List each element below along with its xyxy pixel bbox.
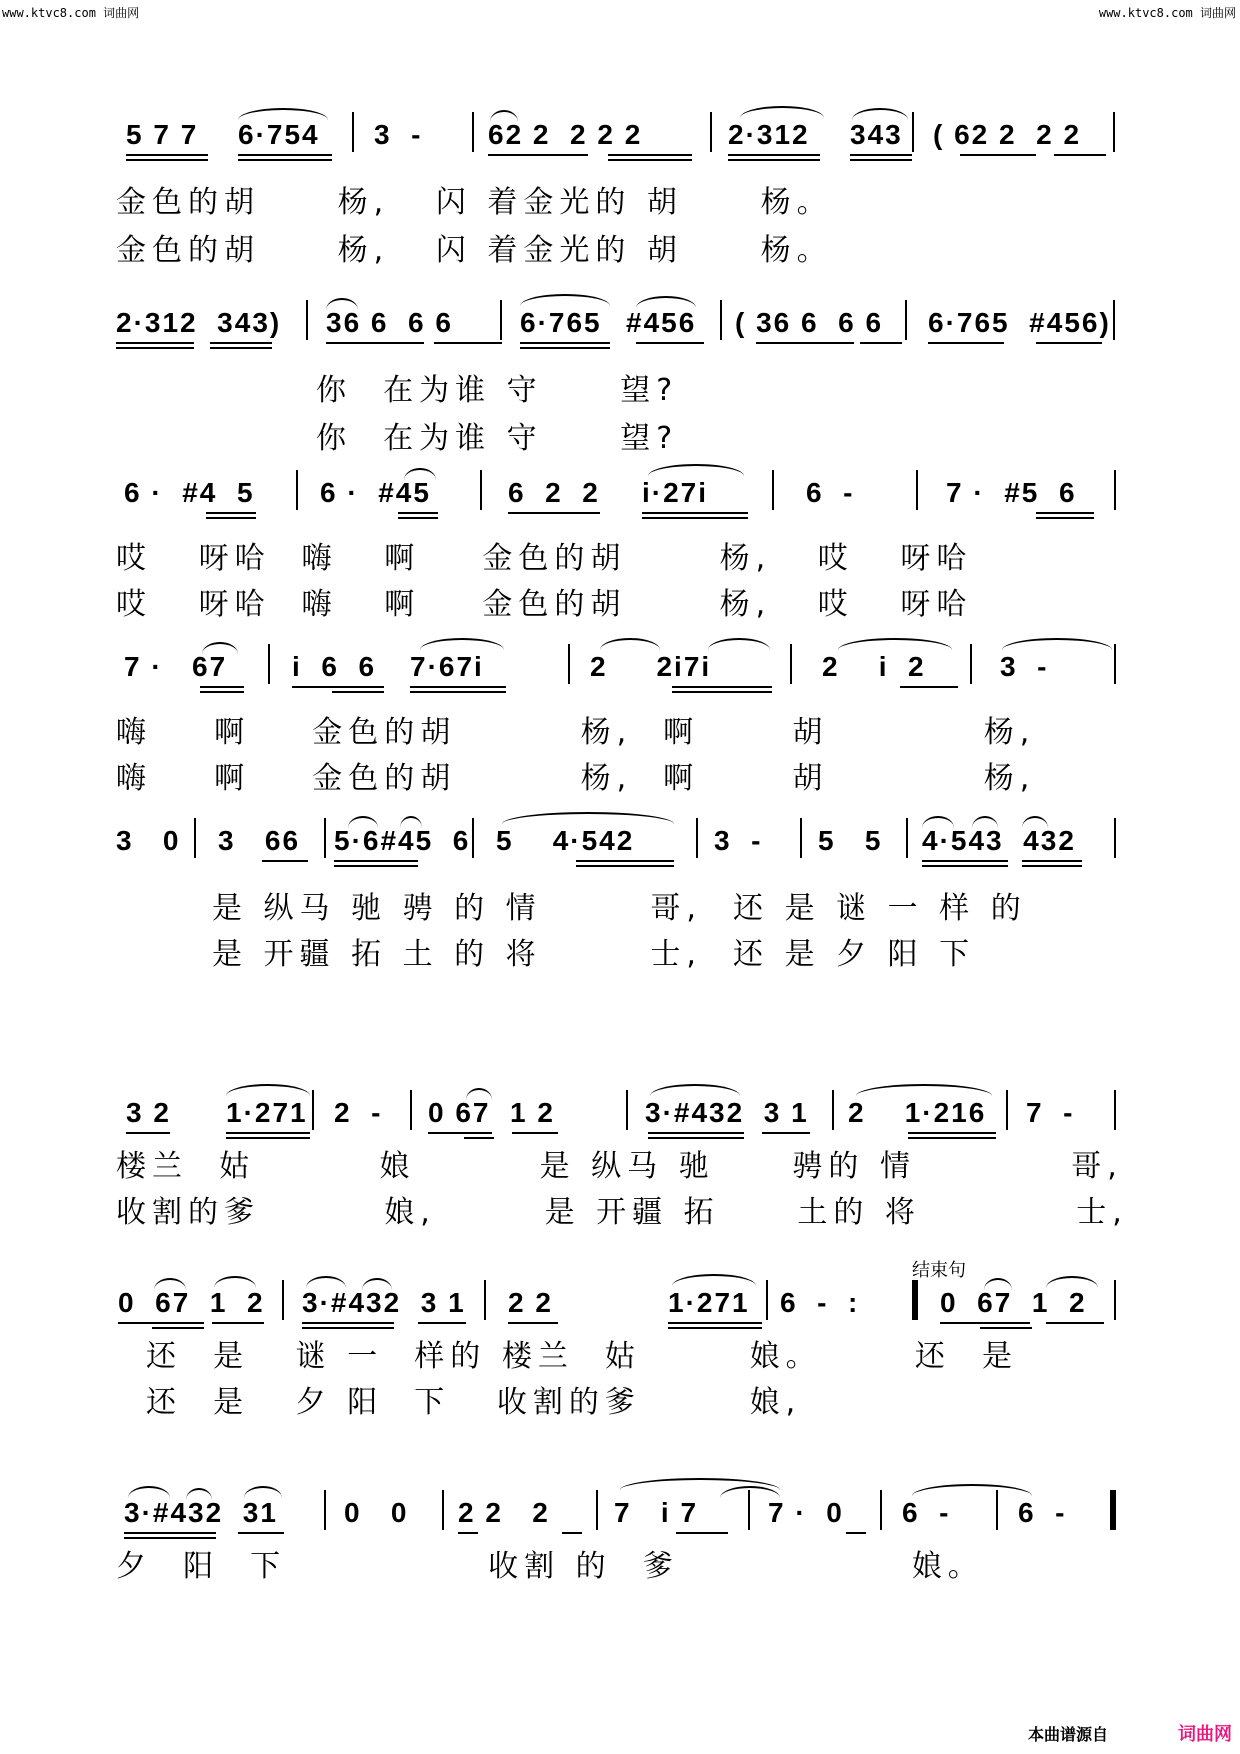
note-group: 6·765	[520, 307, 602, 338]
slur-arc	[490, 110, 518, 122]
barline	[472, 112, 474, 152]
slur-arc	[650, 1084, 740, 1096]
note-group: 0 0	[344, 1497, 409, 1528]
duration-underline	[608, 154, 692, 156]
note-group: 3 0	[116, 825, 181, 856]
duration-underline	[398, 517, 438, 519]
note-group: 6 -	[806, 477, 855, 508]
notes-line	[0, 642, 1240, 692]
duration-underline	[508, 1322, 558, 1324]
duration-underline	[1036, 512, 1094, 514]
note-group: 3 -	[1000, 651, 1049, 682]
duration-underline	[226, 1137, 310, 1139]
duration-underline	[124, 1537, 216, 1539]
lyrics-line: 收割的爹 娘, 是 开疆 拓 土的 将 士,	[116, 1195, 1128, 1230]
barline	[880, 1490, 882, 1530]
slur-arc	[972, 816, 998, 828]
duration-underline	[210, 342, 272, 344]
duration-underline	[1022, 865, 1082, 867]
note-group: 2 i 2	[822, 651, 926, 682]
duration-underline	[434, 342, 502, 344]
lyrics-line: 是 开疆 拓 土 的 将 士, 还 是 夕 阳 下	[212, 937, 976, 972]
duration-underline	[762, 1132, 810, 1134]
barline	[352, 112, 354, 152]
duration-underline	[334, 865, 418, 867]
duration-underline	[126, 159, 208, 161]
note-group: 3 -	[714, 825, 763, 856]
barline	[472, 818, 474, 858]
note-group: 6 -	[902, 1497, 951, 1528]
note-group: 3 2	[126, 1097, 171, 1128]
barline	[268, 644, 270, 684]
slur-arc	[1022, 816, 1048, 828]
note-group: 343	[850, 119, 903, 150]
duration-underline	[398, 512, 438, 514]
note-group: 2 2 2	[458, 1497, 550, 1528]
slur-arc	[306, 1276, 346, 1288]
barline	[906, 818, 908, 858]
double-barline	[1110, 1490, 1116, 1530]
duration-underline	[636, 342, 704, 344]
note-group: 4·543 432	[922, 825, 1076, 856]
duration-underline	[960, 154, 1036, 156]
barline	[324, 1490, 326, 1530]
note-group: 5 4·542	[496, 825, 635, 856]
duration-underline	[756, 342, 854, 344]
barline	[626, 1090, 628, 1130]
barline	[710, 112, 712, 152]
note-group: 2·312	[728, 119, 810, 150]
note-group: 36 6 6 6	[326, 307, 453, 338]
duration-underline	[850, 159, 912, 161]
note-group: 0 67 1 2	[940, 1287, 1087, 1318]
note-group: 0 67 1 2	[428, 1097, 555, 1128]
barline	[1006, 1090, 1008, 1130]
slur-arc	[984, 1278, 1012, 1290]
note-group: 3·#432 31	[124, 1497, 278, 1528]
note-group: 2·312 343)	[116, 307, 282, 338]
barline	[500, 300, 502, 340]
slur-arc	[600, 638, 660, 650]
duration-underline	[116, 347, 194, 349]
duration-underline	[508, 512, 600, 514]
duration-underline	[672, 686, 772, 688]
duration-underline	[238, 154, 332, 156]
slur-arc	[856, 1084, 992, 1096]
note-group: 6 2 2	[508, 477, 600, 508]
duration-underline	[846, 1532, 866, 1534]
barline	[1114, 1090, 1116, 1130]
header-watermark-right: www.ktvc8.com 词曲网	[1098, 6, 1236, 20]
duration-underline	[210, 347, 272, 349]
notes-line	[0, 298, 1240, 348]
duration-underline	[126, 1132, 170, 1134]
slur-arc	[348, 816, 378, 828]
slur-arc	[636, 296, 696, 308]
slur-arc	[400, 816, 422, 828]
note-group: 3·#432 3 1	[645, 1097, 809, 1128]
duration-underline	[642, 512, 748, 514]
note-group: ( 36 6 6 6	[735, 307, 884, 338]
duration-underline	[908, 1137, 996, 1139]
duration-underline	[576, 865, 674, 867]
lyrics-line: 楼兰 姑 娘 是 纵马 驰 骋的 情 哥,	[116, 1149, 1123, 1184]
note-group: 5 5	[818, 825, 883, 856]
duration-underline	[124, 1532, 216, 1534]
barline	[194, 818, 196, 858]
note-group: 6·765 #456)	[928, 307, 1111, 338]
slur-arc	[852, 108, 908, 120]
duration-underline	[512, 1132, 558, 1134]
barline	[832, 1090, 834, 1130]
slur-arc	[520, 294, 610, 306]
duration-underline	[1036, 342, 1102, 344]
slur-arc	[226, 1084, 310, 1096]
duration-underline	[1046, 1322, 1104, 1324]
duration-underline	[410, 686, 506, 688]
slur-arc	[648, 464, 744, 476]
section-label: 结束句	[912, 1260, 966, 1281]
slur-arc	[912, 1484, 1032, 1496]
duration-underline	[672, 691, 772, 693]
slur-arc	[154, 1278, 186, 1290]
barline	[1114, 644, 1116, 684]
duration-underline	[1036, 517, 1094, 519]
duration-underline	[238, 159, 332, 161]
duration-underline	[326, 342, 424, 344]
lyrics-line: 嗨 啊 金色的胡 杨, 啊 胡 杨,	[116, 761, 1036, 796]
barline	[484, 1280, 486, 1320]
barline	[790, 644, 792, 684]
note-group: 6 · #4 5	[124, 477, 255, 508]
duration-underline	[860, 342, 902, 344]
lyrics-line: 你 在为谁 守 望?	[316, 373, 679, 408]
notes-line	[0, 110, 1240, 160]
note-group: 7·67i	[410, 651, 484, 682]
barline	[410, 1090, 412, 1130]
slur-arc	[214, 1276, 256, 1288]
note-group: 6 · #45	[320, 477, 431, 508]
duration-underline	[922, 860, 1008, 862]
duration-underline	[668, 1327, 762, 1329]
duration-underline	[458, 1532, 478, 1534]
duration-underline	[1054, 154, 1106, 156]
note-group: 3·#432 3 1	[302, 1287, 466, 1318]
lyrics-line: 嗨 啊 金色的胡 杨, 啊 胡 杨,	[116, 715, 1036, 750]
barline	[1114, 1280, 1116, 1320]
barline	[312, 1090, 314, 1130]
note-group: 1·271	[226, 1097, 308, 1128]
duration-underline	[908, 1132, 996, 1134]
duration-underline	[676, 1532, 728, 1534]
lyrics-line: 是 纵马 驰 骋 的 情 哥, 还 是 谜 一 样 的	[212, 891, 1027, 926]
footer-logo[interactable]: 词曲网	[1178, 1724, 1232, 1745]
notes-line	[0, 1088, 1240, 1138]
duration-underline	[428, 1132, 492, 1134]
duration-underline	[200, 686, 244, 688]
lyrics-line: 金色的胡 杨, 闪 着金光的 胡 杨。	[116, 185, 833, 220]
duration-underline	[520, 347, 610, 349]
note-group: 7 · 67	[124, 651, 228, 682]
note-group: 7 · 0	[768, 1497, 844, 1528]
duration-underline	[118, 1322, 204, 1324]
note-group: i·27i	[642, 477, 709, 508]
note-group: 2 1·216	[848, 1097, 987, 1128]
barline	[800, 818, 802, 858]
barline	[772, 470, 774, 510]
duration-underline	[728, 159, 820, 161]
note-group: 2 2i7i	[590, 651, 712, 682]
slur-arc	[502, 812, 674, 824]
header-watermark-left: www.ktvc8.com 词曲网	[2, 6, 140, 20]
duration-underline	[980, 1327, 1032, 1329]
note-group: 3 66	[218, 825, 301, 856]
lyrics-line: 夕 阳 下 收割 的 爹 娘。	[116, 1549, 984, 1584]
barline	[996, 1490, 998, 1530]
lyrics-line: 还 是 谜 一 样的 楼兰 姑 娘。 还 是	[146, 1339, 1018, 1374]
duration-underline	[334, 860, 418, 862]
slur-arc	[238, 108, 328, 120]
footer-source-label: 本曲谱源自	[1028, 1725, 1109, 1744]
duration-underline	[206, 517, 256, 519]
barline	[916, 470, 918, 510]
barline	[720, 300, 722, 340]
note-group: 6 -	[1018, 1497, 1067, 1528]
duration-underline	[206, 512, 256, 514]
note-group: 0 67 1 2	[118, 1287, 265, 1318]
note-group: 7 · #5 6	[946, 477, 1077, 508]
barline	[1113, 300, 1115, 340]
barline	[912, 112, 914, 152]
duration-underline	[116, 342, 194, 344]
note-group: 7 i 7	[614, 1497, 699, 1528]
barline	[1114, 470, 1116, 510]
lyrics-line: 哎 呀哈 嗨 啊 金色的胡 杨, 哎 呀哈	[116, 541, 973, 576]
notes-line	[0, 1260, 1240, 1328]
slur-arc	[326, 298, 358, 310]
slur-arc	[420, 638, 504, 650]
note-group: 2 -	[334, 1097, 383, 1128]
duration-underline	[928, 342, 1004, 344]
duration-underline	[520, 342, 610, 344]
slur-arc	[838, 638, 952, 650]
slur-arc	[922, 816, 954, 828]
duration-underline	[410, 691, 506, 693]
note-group: 62 2 2 2 2	[488, 119, 643, 150]
barline	[1113, 112, 1115, 152]
barline	[1114, 818, 1116, 858]
note-group: 7 -	[1026, 1097, 1075, 1128]
duration-underline	[126, 154, 208, 156]
duration-underline	[900, 686, 958, 688]
duration-underline	[940, 1322, 1030, 1324]
duration-underline	[262, 860, 308, 862]
barline	[596, 1490, 598, 1530]
duration-underline	[302, 1322, 394, 1324]
barline	[296, 470, 298, 510]
duration-underline	[226, 1132, 310, 1134]
note-group: 6 - :	[780, 1287, 860, 1318]
duration-underline	[728, 154, 820, 156]
barline	[766, 1280, 768, 1320]
barline	[905, 300, 907, 340]
barline	[324, 818, 326, 858]
duration-underline	[332, 691, 384, 693]
note-group: #456	[626, 307, 697, 338]
duration-underline	[302, 1327, 394, 1329]
lyrics-line: 哎 呀哈 嗨 啊 金色的胡 杨, 哎 呀哈	[116, 587, 973, 622]
notes-line	[0, 1488, 1240, 1538]
duration-underline	[850, 154, 912, 156]
duration-underline	[1022, 860, 1082, 862]
slur-arc	[1046, 1276, 1098, 1288]
slur-arc	[708, 638, 770, 650]
duration-underline	[608, 159, 692, 161]
slur-arc	[128, 1486, 170, 1498]
note-group: 1·271	[668, 1287, 750, 1318]
slur-arc	[466, 1088, 492, 1100]
lyrics-line: 你 在为谁 守 望?	[316, 421, 679, 456]
duration-underline	[464, 1137, 494, 1139]
duration-underline	[562, 1532, 582, 1534]
slur-arc	[244, 1486, 282, 1498]
note-group: i 6 6	[292, 651, 377, 682]
barline	[696, 818, 698, 858]
note-group: ( 62 2 2 2	[933, 119, 1082, 150]
slur-arc	[186, 1488, 212, 1500]
duration-underline	[418, 1322, 466, 1324]
notes-line	[0, 468, 1240, 518]
barline	[306, 300, 308, 340]
duration-underline	[648, 1132, 744, 1134]
duration-underline	[668, 1322, 762, 1324]
duration-underline	[292, 686, 384, 688]
barline	[480, 470, 482, 510]
slur-arc	[672, 1274, 756, 1286]
note-group: 3 -	[374, 119, 423, 150]
notes-line	[0, 816, 1240, 866]
duration-underline	[922, 865, 1008, 867]
barline	[970, 644, 972, 684]
duration-underline	[488, 154, 588, 156]
note-group: 2 2	[508, 1287, 553, 1318]
barline	[282, 1280, 284, 1320]
slur-arc	[740, 106, 824, 118]
double-barline	[912, 1280, 918, 1320]
duration-underline	[576, 860, 674, 862]
lyrics-line: 金色的胡 杨, 闪 着金光的 胡 杨。	[116, 233, 833, 268]
slur-arc	[202, 642, 238, 654]
slur-arc	[362, 1278, 392, 1290]
note-group: 5·6#45 6	[334, 825, 471, 856]
duration-underline	[212, 1322, 264, 1324]
slur-arc	[404, 468, 436, 480]
duration-underline	[238, 1532, 284, 1534]
lyrics-line: 还 是 夕 阳 下 收割的爹 娘,	[146, 1385, 802, 1420]
barline	[568, 644, 570, 684]
note-group: 5 7 7	[126, 119, 199, 150]
note-group: 6·754	[238, 119, 320, 150]
slur-arc	[1002, 638, 1112, 650]
duration-underline	[200, 691, 244, 693]
duration-underline	[152, 1327, 204, 1329]
duration-underline	[642, 517, 748, 519]
duration-underline	[648, 1137, 744, 1139]
barline	[442, 1490, 444, 1530]
